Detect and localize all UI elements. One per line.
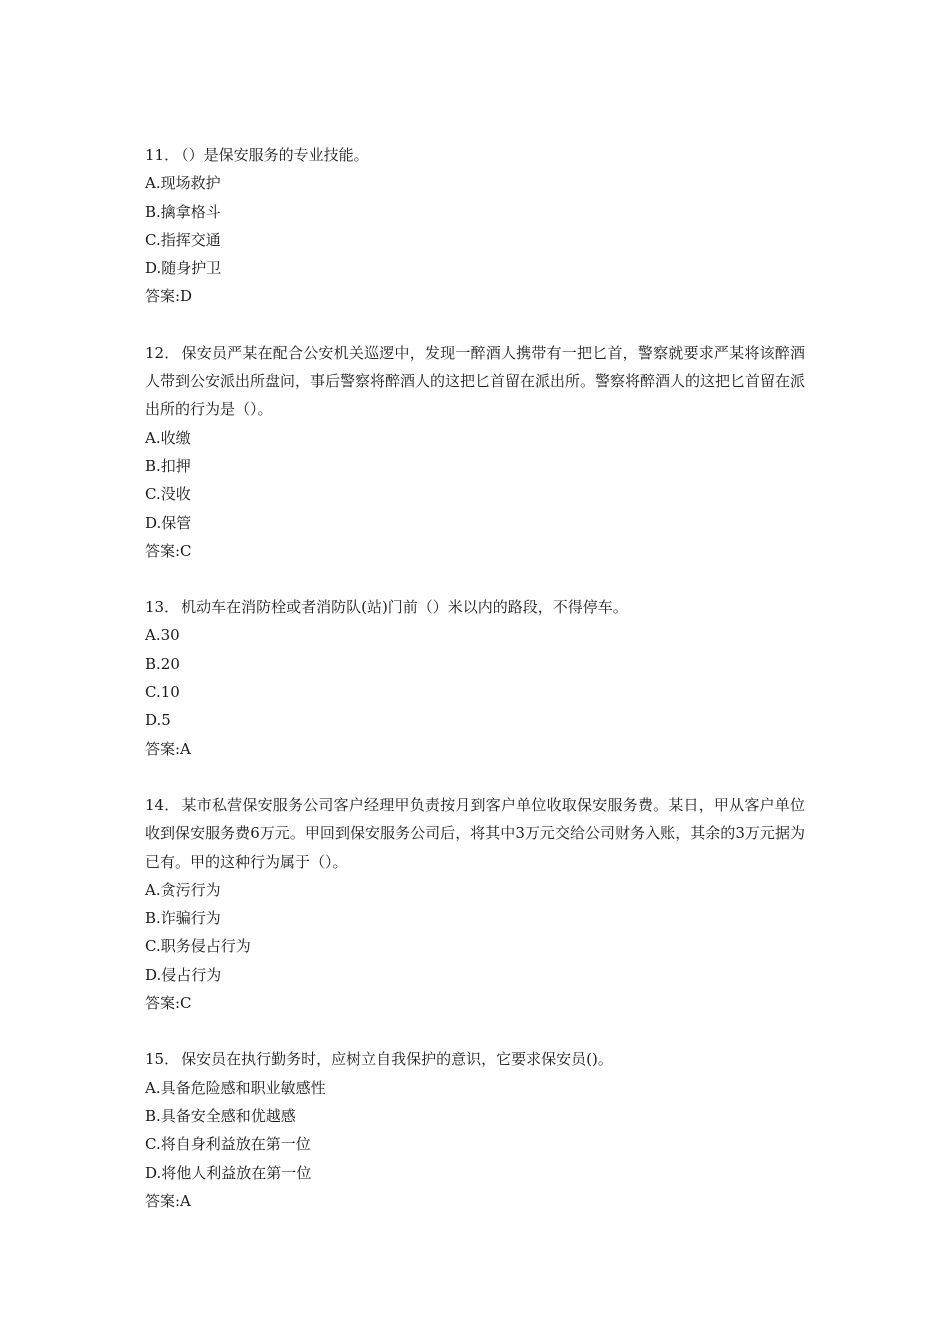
question-12 (145, 339, 805, 565)
option-b: B.20 (145, 654, 180, 673)
option-c: C.职务侵占行为 (145, 937, 251, 956)
option-a: A.贪污行为 (145, 880, 221, 899)
answer: 答案:C (145, 994, 192, 1013)
answer: 答案:A (145, 739, 191, 758)
question-15 (145, 1045, 805, 1215)
answer: 答案:C (145, 541, 192, 560)
question-number: 12． (145, 343, 180, 362)
option-d: D.将他人利益放在第一位 (145, 1163, 312, 1182)
option-c: C.没收 (145, 485, 191, 504)
option-d: D.随身护卫 (145, 259, 222, 278)
question-text: （）是保安服务的专业技能。 (181, 146, 369, 164)
document-page (145, 141, 805, 1243)
question-stem (145, 593, 805, 621)
question-stem (145, 141, 805, 169)
question-text: 保安员在执行勤务时，应树立自我保护的意识，它要求保安员()。 (181, 1050, 613, 1069)
option-a: A.收缴 (145, 428, 191, 447)
option-a: A.具备危险感和职业敏感性 (145, 1078, 326, 1097)
question-11 (145, 141, 805, 311)
question-text: 保安员严某在配合公安机关巡逻中，发现一醉酒人携带有一把匕首，警察就要求严某将该醉酒人带到公安派出所盘问，事后警察将醉酒人的这把匕首留在派出所。警察将醉酒人的这把匕首留在派出所的行为是（）。 (145, 343, 806, 419)
option-b: B.诈骗行为 (145, 909, 221, 928)
option-c: C.指挥交通 (145, 230, 221, 249)
answer: 答案:D (145, 287, 193, 306)
option-c: C.10 (145, 683, 180, 702)
option-c: C.将自身利益放在第一位 (145, 1135, 311, 1154)
option-b: B.擒拿格斗 (145, 202, 221, 221)
question-number: 11． (145, 146, 180, 164)
option-d: D.5 (145, 711, 171, 730)
question-stem (145, 339, 805, 424)
question-14 (145, 791, 805, 1017)
question-text: 机动车在消防栓或者消防队(站)门前（）米以内的路段，不得停车。 (181, 598, 628, 617)
question-stem (145, 1045, 805, 1073)
question-number: 15． (145, 1050, 180, 1069)
question-stem (145, 791, 805, 876)
answer: 答案:A (145, 1191, 191, 1210)
option-b: B.扣押 (145, 456, 191, 475)
question-number: 13． (145, 598, 180, 617)
question-13 (145, 593, 805, 763)
option-d: D.保管 (145, 513, 192, 532)
option-b: B.具备安全感和优越感 (145, 1106, 296, 1125)
option-d: D.侵占行为 (145, 965, 222, 984)
question-text: 某市私营保安服务公司客户经理甲负责按月到客户单位收取保安服务费。某日，甲从客户单位收到保安服务费6万元。甲回到保安服务公司后，将其中3万元交给公司财务入账，其余的3万元据为已有。甲的这种行为属于（）。 (145, 795, 805, 871)
option-a: A.30 (145, 626, 180, 645)
option-a: A.现场救护 (145, 174, 221, 193)
question-number: 14． (145, 795, 180, 814)
